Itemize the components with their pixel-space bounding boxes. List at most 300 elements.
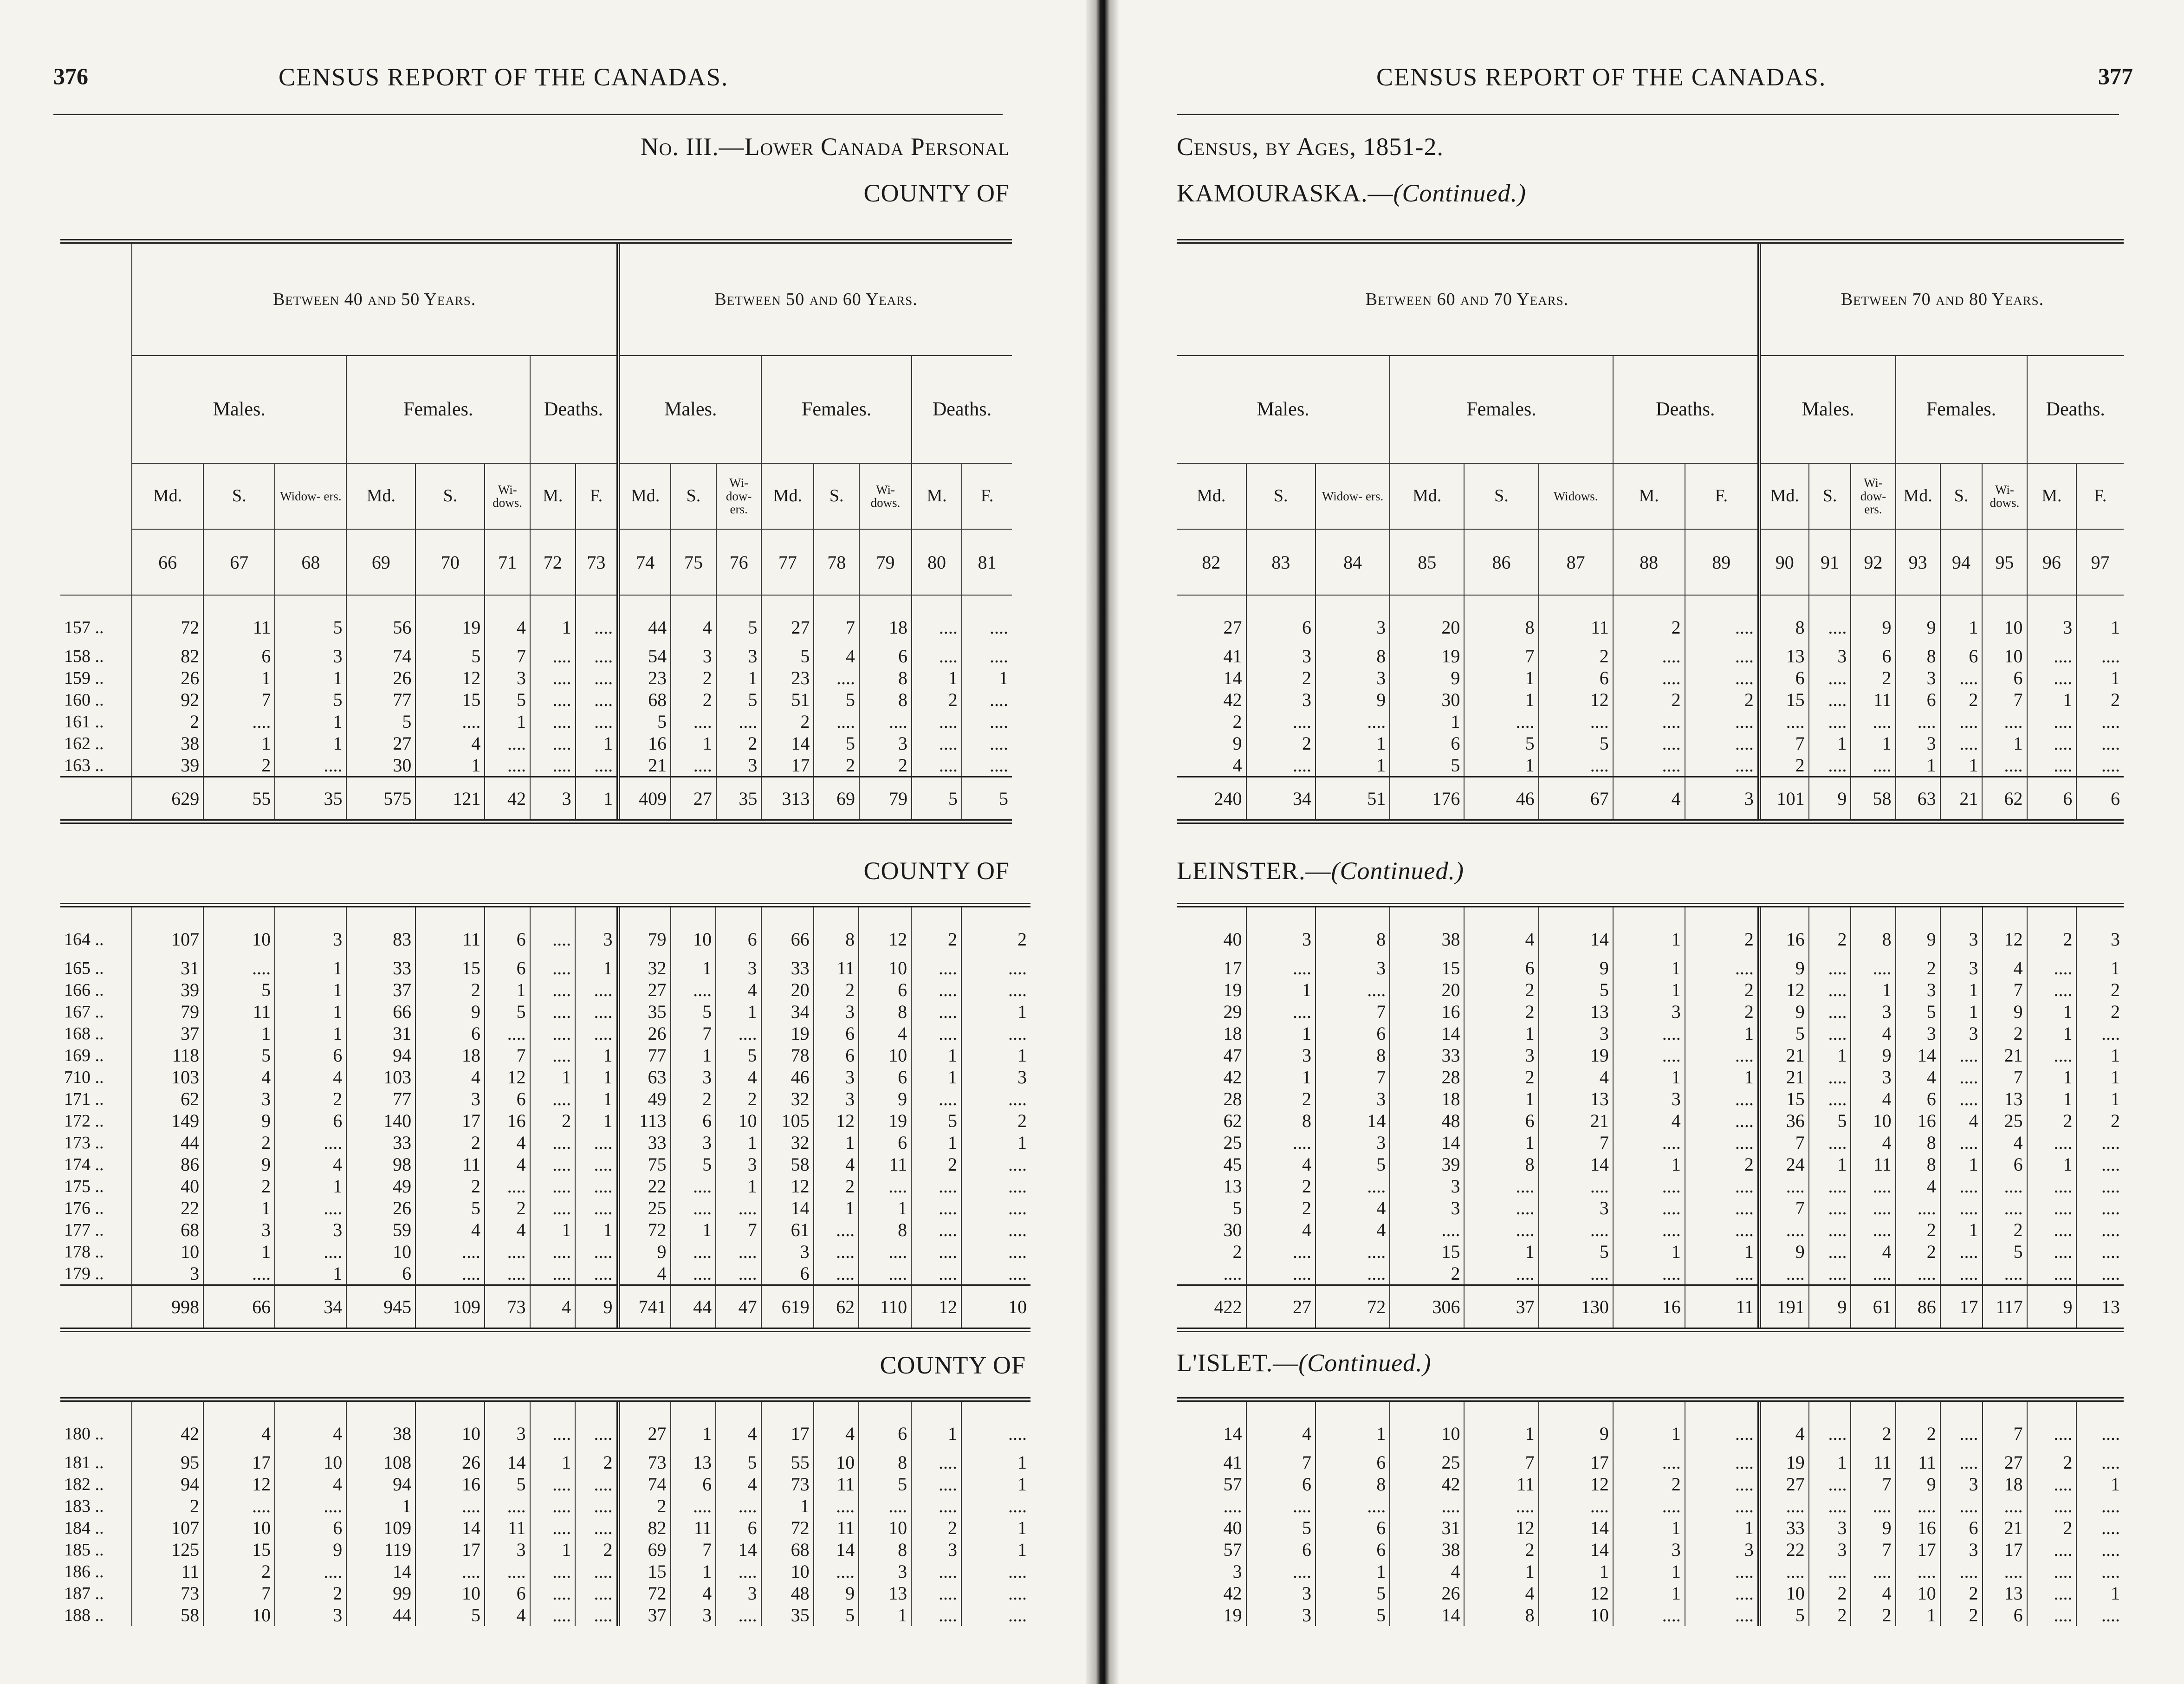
cell-value: .... [1809,1197,1851,1219]
cell-value: .... [911,1001,961,1023]
cell-value: 1 [1982,732,2027,754]
cell-value: .... [2101,1023,2120,1044]
cell-value: 3 [1316,1132,1390,1153]
cell-value: .... [1685,754,1759,777]
cell-value: 10 [859,957,911,979]
cell-value: 38 [346,1399,415,1451]
cell-value: .... [1008,1241,1027,1262]
cell-value: 1 [530,1219,576,1241]
cell-value: 2 [1685,905,1759,957]
cell-value: 4 [859,1023,911,1044]
cell-value: 2 [814,979,859,1001]
cell-value: 1 [671,1219,716,1241]
cell-value: 3 [275,1219,346,1241]
row-label: 162 .. [60,732,132,754]
cell-value: 4 [716,979,761,1001]
column-header: Wi- dows. [859,463,912,529]
left-running-head: CENSUS REPORT OF THE CANADAS. [279,63,729,91]
cell-value: .... [2101,1219,2120,1240]
total-value: 110 [859,1285,911,1330]
cell-value: 3 [1613,1539,1685,1561]
cell-value: .... [2101,733,2120,754]
cell-value: 2 [1464,1001,1538,1023]
cell-value: 6 [1390,732,1464,754]
cell-value: 17 [761,754,814,777]
cell-value: 17 [203,1451,275,1473]
cell-value: .... [1809,1088,1851,1110]
row-label: 183 .. [60,1495,132,1517]
cell-value: 19 [761,1023,814,1044]
cell-value: 2 [912,689,962,711]
cell-value: .... [2027,1399,2077,1451]
cell-value: 19 [1177,1604,1246,1626]
cell-value: 38 [1390,1539,1464,1561]
cell-value: 1 [1613,1241,1685,1263]
cell-value: .... [575,1197,618,1219]
cell-value: .... [530,979,576,1001]
cell-value: 68 [761,1539,814,1561]
cell-value: 109 [346,1517,415,1539]
cell-value: 61 [761,1219,814,1241]
right-running-head: CENSUS REPORT OF THE CANADAS. [1376,63,1827,91]
cell-value: .... [1983,1561,2027,1582]
cell-value: 4 [1464,905,1538,957]
total-value: 12 [911,1285,961,1330]
cell-value: 3 [911,1539,961,1561]
cell-value: 12 [485,1066,530,1088]
cell-value: 2 [2027,1517,2077,1539]
cell-value: .... [530,1604,576,1626]
cell-value: 14 [1539,1539,1613,1561]
total-value: 5 [962,777,1012,822]
cell-value: 3 [716,645,762,667]
left-head-rule [53,114,1003,115]
cell-value: 1 [1464,667,1538,689]
cell-value: 33 [1759,1517,1809,1539]
cell-value: 140 [346,1110,415,1132]
table-row [60,1539,1030,1561]
cell-value: 1 [575,957,618,979]
cell-value: 33 [346,957,415,979]
cell-value: 7 [1316,1001,1390,1023]
column-number: 67 [203,529,275,595]
total-value: 27 [671,777,716,822]
total-value: 130 [1539,1285,1613,1330]
total-value: 79 [859,777,912,822]
cell-value: 3 [1940,905,1983,957]
column-header: M. [530,463,576,529]
cell-value: .... [1940,1263,1983,1285]
cell-value: .... [1008,1023,1027,1044]
totals-row [1177,777,2124,822]
cell-value: .... [1613,1132,1685,1153]
cell-value: 2 [1464,979,1538,1001]
cell-value: 4 [1851,1088,1895,1110]
cell-value: .... [1851,711,1895,732]
cell-value: 1 [1896,1604,1940,1626]
column-header: S. [415,463,485,529]
cell-value: 14 [1539,1153,1613,1175]
total-value: 3 [530,777,576,822]
cell-value: 6 [859,1132,911,1153]
cell-value: 1 [999,667,1008,688]
cell-value: .... [716,1495,761,1517]
total-value: 313 [761,777,814,822]
cell-value: 19 [1759,1451,1809,1473]
cell-value: .... [530,645,576,667]
column-number: 94 [1940,529,1983,595]
cell-value: 5 [716,1451,761,1473]
totals-label-cell [60,777,132,822]
cell-value: 42 [1177,1066,1246,1088]
cell-value: .... [1177,1495,1246,1517]
cell-value: 42 [1177,1582,1246,1604]
table-row [60,905,1030,957]
total-value: 10 [961,1285,1030,1330]
cell-value: 107 [132,1517,203,1539]
county-kamouraska-heading [1177,179,1526,207]
cell-value: .... [990,733,1008,754]
cell-value: 6 [275,1110,346,1132]
cell-value: 3 [1851,1066,1895,1088]
cell-value: 6 [1464,957,1538,979]
cell-value: 5 [275,689,346,711]
cell-value: 37 [346,979,415,1001]
cell-value: .... [2027,1539,2077,1561]
cell-value: 98 [346,1153,415,1175]
county-name: L'ISLET.— [1177,1349,1299,1377]
cell-value: 4 [1896,1175,1940,1197]
cell-value: 1 [275,957,346,979]
cell-value: 12 [814,1110,859,1132]
row-label: 173 .. [60,1132,132,1153]
cell-value: 5 [859,1473,911,1495]
cell-value: 5 [485,689,530,711]
table-row [1177,1539,2124,1561]
column-number: 87 [1539,529,1613,595]
row-label: 161 .. [60,711,132,732]
cell-value: 17 [1896,1539,1940,1561]
cell-value: 14 [415,1517,485,1539]
cell-value: 26 [346,667,415,689]
total-value: 9 [1809,777,1851,822]
cell-value: 5 [415,1197,485,1219]
cell-value: .... [1685,732,1759,754]
cell-value: 41 [1177,645,1246,667]
cell-value: .... [1464,711,1538,732]
cell-value: 54 [618,645,671,667]
cell-value: 14 [1896,1044,1940,1066]
cell-value: 1 [530,595,576,645]
cell-value: 29 [1177,1001,1246,1023]
cell-value: 7 [1464,1451,1538,1473]
cell-value: 77 [346,689,415,711]
cell-value: 5 [203,1044,275,1066]
cell-value: .... [912,595,962,645]
table-row [1177,1153,2124,1175]
cell-value: 36 [1759,1110,1809,1132]
cell-value: 6 [1316,1451,1390,1473]
cell-value: 1 [530,1451,576,1473]
cell-value: 1 [1613,1517,1685,1539]
cell-value: 5 [1316,1582,1390,1604]
cell-value: 2 [1685,1001,1759,1023]
cell-value: .... [485,1263,530,1285]
cell-value: 25 [1983,1110,2027,1132]
cell-value: 5 [761,645,814,667]
table-row [60,1023,1030,1044]
cell-value: .... [1685,711,1759,732]
cell-value: 2 [1896,1241,1940,1263]
cell-value: 27 [1759,1473,1809,1495]
row-label: 174 .. [60,1153,132,1175]
cell-value: .... [2027,1473,2077,1495]
cell-value: 1 [530,1539,576,1561]
table-row [1177,1110,2124,1132]
cell-value: 1 [203,732,275,754]
total-value: 66 [203,1285,275,1330]
column-number: 92 [1851,529,1895,595]
cell-value: 1 [2027,689,2077,711]
cell-value: 10 [203,905,275,957]
cell-value: 19 [1177,979,1246,1001]
cell-value: 1 [1896,754,1940,777]
cell-value: .... [1464,1197,1538,1219]
cell-value: 9 [1896,905,1940,957]
cell-value: 2 [1017,929,1027,950]
cell-value: 8 [1316,645,1390,667]
cell-value: .... [1246,711,1316,732]
cell-value: .... [1685,1197,1759,1219]
row-label: 177 .. [60,1219,132,1241]
cell-value: 1 [2111,1474,2120,1495]
cell-value: 4 [415,1066,485,1088]
cell-value: .... [2101,1517,2120,1538]
cell-value: 25 [618,1197,671,1219]
totals-row [1177,1285,2124,1330]
cell-value: .... [275,1495,346,1517]
cell-value: 72 [618,1219,671,1241]
cell-value: 77 [618,1044,671,1066]
cell-value: 7 [1759,1132,1809,1153]
cell-value: .... [1759,1263,1809,1285]
cell-value: 6 [1982,667,2027,689]
cell-value: 15 [1759,689,1809,711]
row-label: 169 .. [60,1044,132,1066]
cell-value: .... [2101,711,2120,732]
totals-label-cell [60,1285,132,1330]
column-number: 96 [2027,529,2077,595]
cell-value: .... [1940,1132,1983,1153]
cell-value: 5 [814,689,859,711]
cell-value: 24 [1759,1153,1809,1175]
cell-value: 3 [1940,957,1983,979]
group-40-50-header: Between 40 and 50 Years. [132,241,618,356]
cell-value: .... [1316,1241,1390,1263]
cell-value: 1 [911,1066,961,1088]
cell-value: .... [575,1175,618,1197]
cell-value: .... [2027,1132,2077,1153]
cell-value: .... [990,689,1008,710]
left-table-title: No. III.—Lower Canada Personal [640,133,1010,161]
cell-value: 10 [346,1241,415,1263]
cell-value: 4 [1177,754,1246,777]
county-leinster-heading [1177,856,1464,885]
cell-value: 8 [1316,905,1390,957]
cell-value: 19 [1390,645,1464,667]
cell-value: 1 [761,1495,814,1517]
cell-value: 1 [1613,1561,1685,1582]
cell-value: 12 [1464,1517,1538,1539]
cell-value: 5 [485,1473,530,1495]
cell-value: 1 [716,1132,761,1153]
cell-value: 4 [485,1604,530,1626]
cell-value: 34 [761,1001,814,1023]
cell-value: 1 [1017,1045,1027,1066]
cell-value: 17 [1983,1539,2027,1561]
cell-value: 13 [1177,1175,1246,1197]
cell-value: 4 [671,595,716,645]
cell-value: 113 [618,1110,671,1132]
cell-value: .... [1613,1451,1685,1473]
cell-value: .... [415,1495,485,1517]
cell-value: 9 [859,1088,911,1110]
column-header: S. [1464,463,1538,529]
cell-value: 2 [2027,1451,2077,1473]
cell-value: 1 [911,1399,961,1451]
cell-value: .... [671,1175,716,1197]
total-value: 69 [814,777,859,822]
table-row [1177,1088,2124,1110]
cell-value: 3 [1851,1001,1895,1023]
cell-value: .... [911,979,961,1001]
cell-value: 37 [618,1604,671,1626]
cell-value: .... [1539,1219,1613,1241]
cell-value: 4 [203,1066,275,1088]
cell-value: .... [1759,1219,1809,1241]
cell-value: 40 [1177,1517,1246,1539]
cell-value: .... [1613,1263,1685,1285]
total-value: 9 [2027,1285,2077,1330]
cell-value: .... [575,1495,618,1517]
cell-value: .... [1613,1197,1685,1219]
cell-value: 99 [346,1582,415,1604]
cell-value: 5 [1759,1023,1809,1044]
cell-value: .... [716,711,762,732]
cell-value: 2 [2111,1110,2120,1131]
cell-value: .... [2027,1263,2077,1285]
cell-value: .... [485,1241,530,1263]
cell-value: .... [1685,1132,1759,1153]
cell-value: .... [1940,1197,1983,1219]
cell-value: 2 [2027,905,2077,957]
table-row [60,1263,1030,1285]
cell-value: 3 [859,732,912,754]
column-number: 90 [1759,529,1809,595]
cell-value: .... [530,1263,576,1285]
cell-value: 108 [346,1451,415,1473]
column-number: 85 [1390,529,1464,595]
cell-value: 74 [346,645,415,667]
total-value: 9 [575,1285,618,1330]
cell-value: 4 [716,1066,761,1088]
table-row [1177,1582,2124,1604]
cell-value: 1 [485,711,530,732]
cell-value: 4 [1316,1197,1390,1219]
cell-value: 1 [1246,1066,1316,1088]
cell-value: 1 [716,1175,761,1197]
table-row [1177,595,2124,645]
cell-value: 5 [716,595,762,645]
row-label: 184 .. [60,1517,132,1539]
total-value: 16 [1613,1285,1685,1330]
cell-value: 1 [1464,1399,1538,1451]
table-row [60,1132,1030,1153]
cell-value: 27 [618,979,671,1001]
cell-value: .... [1390,1219,1464,1241]
cell-value: 2 [575,1451,618,1473]
cell-value: 14 [761,732,814,754]
cell-value: .... [575,979,618,1001]
cell-value: 9 [1759,957,1809,979]
cell-value: .... [911,1495,961,1517]
cell-value: .... [575,1399,618,1451]
cell-value: 5 [1177,1197,1246,1219]
cell-value: 9 [203,1153,275,1175]
total-value: 306 [1390,1285,1464,1330]
cell-value: 4 [1246,1219,1316,1241]
group-50-60-header: Between 50 and 60 Years. [618,241,1012,356]
cell-value: 4 [1246,1153,1316,1175]
column-header: Md. [1390,463,1464,529]
cell-value: .... [2027,1604,2077,1626]
cell-value: 6 [1983,1604,2027,1626]
cell-value: 33 [618,1132,671,1153]
cell-value: 5 [814,732,859,754]
cell-value: 14 [1390,1604,1464,1626]
cell-value: 2 [1851,1604,1895,1626]
cell-value: 5 [1759,1604,1809,1626]
left-county-label-1: COUNTY OF [863,179,1010,207]
cell-value: .... [1685,1561,1759,1582]
cell-value: .... [912,732,962,754]
cell-value: 5 [415,645,485,667]
cell-value: 3 [1613,1088,1685,1110]
table-row [1177,957,2124,979]
cell-value: 1 [2111,667,2120,688]
total-value: 629 [132,777,203,822]
cell-value: .... [485,1495,530,1517]
cell-value: .... [814,1495,859,1517]
cell-value: 8 [1316,1473,1390,1495]
cell-value: 2 [203,1132,275,1153]
cell-value: .... [2027,1197,2077,1219]
row-label: 167 .. [60,1001,132,1023]
cell-value: 6 [859,1399,911,1451]
total-value: 34 [275,1285,346,1330]
cell-value: 82 [618,1517,671,1539]
cell-value: 5 [415,1604,485,1626]
right-page-number: 377 [2098,63,2133,89]
cell-value: 11 [415,1153,485,1175]
cell-value: 1 [716,1001,761,1023]
cell-value: .... [1613,1044,1685,1066]
column-header: Widow- ers. [275,463,346,529]
cell-value: 3 [814,1001,859,1023]
cell-value: .... [2101,755,2120,776]
total-value: 35 [716,777,762,822]
cell-value: .... [1809,1495,1851,1517]
